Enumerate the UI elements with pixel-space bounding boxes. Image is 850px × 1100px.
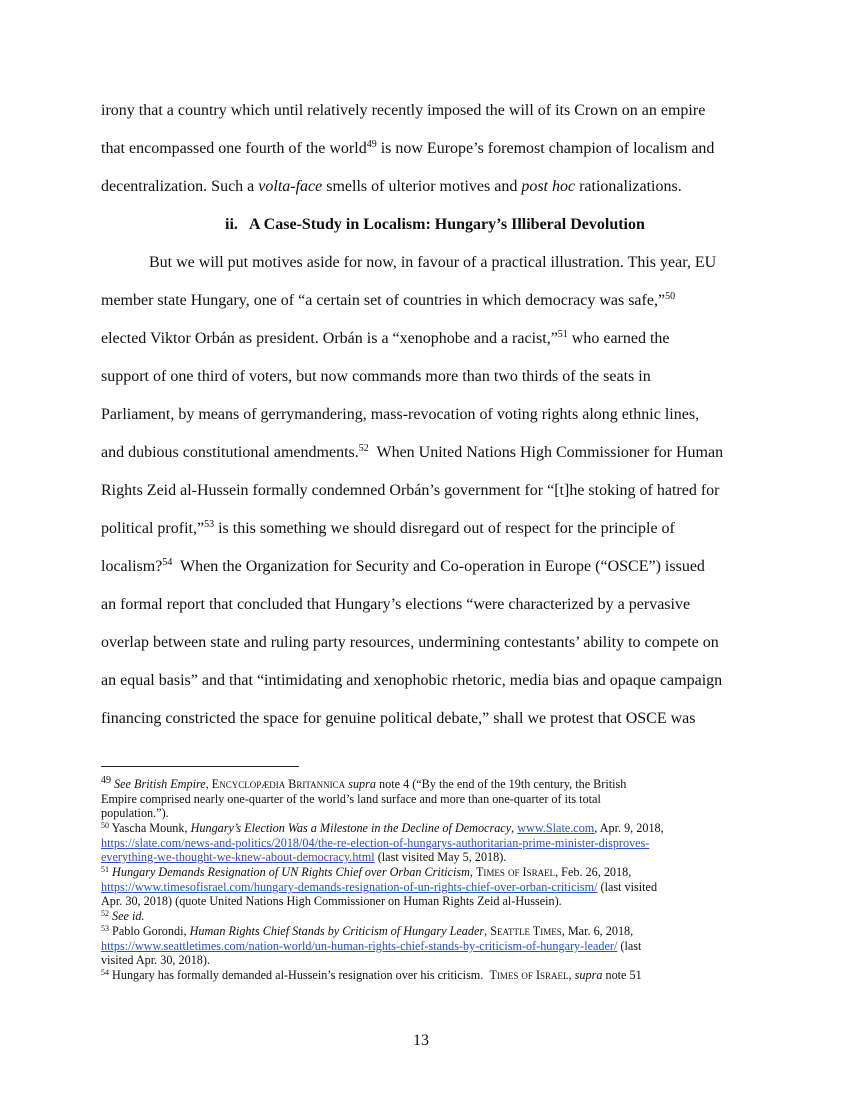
- slate-link[interactable]: www.Slate.com: [517, 821, 595, 835]
- body-text: member state Hungary, one of “a certain set of countries in which democracy was safe,”: [101, 292, 666, 309]
- footnote-ref-54[interactable]: 54: [162, 557, 173, 568]
- footnote-text: ,: [205, 777, 212, 791]
- body-text: political profit,”: [101, 520, 205, 537]
- footnote-text: Yascha Mounk,: [109, 821, 191, 835]
- footnote-text: ,: [469, 865, 476, 879]
- footnote-text: (last: [617, 939, 642, 953]
- footnote-ref-49[interactable]: 49: [366, 139, 377, 150]
- body-line: [101, 367, 651, 387]
- body-text: rationalizations.: [575, 178, 682, 195]
- body-line: [101, 557, 705, 577]
- footnote-line: [101, 939, 641, 953]
- footnote-number: 53: [101, 924, 109, 933]
- footnote-number: 52: [101, 909, 109, 918]
- footnote-text: , Mar. 6, 2018,: [561, 924, 634, 938]
- footnote-text-italic: Human Rights Chief Stands by Criticism of Hungary Leader: [189, 924, 485, 938]
- footnote-text: ,: [484, 924, 491, 938]
- body-line: [101, 329, 670, 349]
- body-line: [101, 595, 690, 615]
- footnote-ref-51[interactable]: 51: [557, 329, 568, 340]
- body-text: But we will put motives aside for now, in favour of a practical illustration. This year, EU: [149, 254, 717, 271]
- body-text: localism?: [101, 558, 163, 575]
- footnote-51: [101, 865, 631, 879]
- footnote-line: [101, 806, 169, 820]
- footnote-text: (last visited May 5, 2018).: [374, 850, 507, 864]
- footnote-number: 49: [101, 775, 111, 786]
- footnote-text-italic: supra: [348, 777, 376, 791]
- body-text: that encompassed one fourth of the world: [101, 140, 367, 157]
- section-heading: ii. A Case-Study in Localism: Hungary’s Illiberal Devolution: [225, 216, 645, 233]
- body-text: elected Viktor Orbán as president. Orbán is a “xenophobe and a racist,”: [101, 330, 558, 347]
- body-line: [101, 177, 682, 197]
- footnote-text: Hungary has formally demanded al-Hussein’s resignation over his criticism.: [109, 968, 490, 982]
- footnote-number: 50: [101, 821, 109, 830]
- body-text: is this something we should disregard out of respect for the principle of: [214, 520, 675, 537]
- footnote-line: [101, 894, 562, 908]
- footnote-source: Times of Israel: [475, 865, 556, 879]
- body-text: When the Organization for Security and Co-operation in Europe (“OSCE”) issued: [172, 558, 705, 575]
- footnote-line: [101, 880, 657, 894]
- footnote-text-italic: See id.: [112, 909, 145, 923]
- timesofisrael-link[interactable]: https://www.timesofisrael.com/hungary-demands-resignation-of-un-rights-chief-over-orban-criticism/: [101, 880, 598, 894]
- body-text: who earned the: [567, 330, 670, 347]
- body-line: [101, 443, 723, 463]
- footnote-number: 51: [101, 865, 109, 874]
- body-text: smells of ulterior motives and: [322, 178, 522, 195]
- footnote-source: Times of Israel: [489, 968, 569, 982]
- body-line: [101, 101, 705, 121]
- footnote-ref-50[interactable]: 50: [665, 291, 676, 302]
- body-line: [101, 709, 695, 729]
- page-number: 13: [413, 1032, 429, 1049]
- body-text-italic: post hoc: [521, 178, 576, 195]
- footnote-text: Pablo Gorondi,: [109, 924, 190, 938]
- body-text: When United Nations High Commissioner for Human: [368, 444, 724, 461]
- footnote-text-italic: supra: [574, 968, 603, 982]
- footnote-ref-53[interactable]: 53: [204, 519, 215, 530]
- footnote-text: Empire comprised nearly one-quarter of the world’s land surface and more than one-quarter of its total: [101, 792, 601, 806]
- slate-article-link[interactable]: https://slate.com/news-and-politics/2018/04/the-re-election-of-hungarys-authoritarian-prime-minister-disproves-: [101, 836, 650, 850]
- body-text: irony that a country which until relatively recently imposed the will of its Crown on an empire: [101, 102, 706, 119]
- body-text: an formal report that concluded that Hungary’s elections “were characterized by a pervasive: [101, 596, 691, 613]
- body-text: overlap between state and ruling party resources, undermining contestants’ ability to compete on: [101, 634, 719, 651]
- body-text: decentralization. Such a: [101, 178, 259, 195]
- footnote-ref-52[interactable]: 52: [358, 443, 369, 454]
- footnote-text: Apr. 30, 2018) (quote United Nations High Commissioner on Human Rights Zeid al-Hussein).: [101, 894, 562, 908]
- footnote-separator: [101, 766, 299, 767]
- body-line: [101, 139, 714, 159]
- body-text: and dubious constitutional amendments.: [101, 444, 359, 461]
- footnote-52: [101, 909, 145, 923]
- footnote-text: note 4 (“By the end of the 19th century, the British: [376, 777, 627, 791]
- body-line: [101, 291, 675, 311]
- body-text: is now Europe’s foremost champion of localism and: [376, 140, 715, 157]
- body-line: [101, 519, 675, 539]
- footnote-text-italic: Hungary Demands Resignation of UN Rights Chief over Orban Criticism: [112, 865, 470, 879]
- footnote-text-italic: See British Empire: [114, 777, 206, 791]
- footnote-text: , Feb. 26, 2018,: [555, 865, 632, 879]
- body-line: [101, 671, 722, 691]
- seattletimes-link[interactable]: https://www.seattletimes.com/nation-world/un-human-rights-chief-stands-by-criticism-of-hungary-leader/: [101, 939, 618, 953]
- body-line: [101, 405, 699, 425]
- body-line: [101, 481, 720, 501]
- body-line: [149, 253, 716, 273]
- footnote-text: population.”).: [101, 806, 169, 820]
- footnote-text: (last visited: [597, 880, 658, 894]
- footnote-text: note 51: [602, 968, 642, 982]
- footnote-text: ,: [511, 821, 518, 835]
- footnote-number: 54: [101, 968, 109, 977]
- footnote-text: ,: [568, 968, 575, 982]
- body-text: Rights Zeid al-Hussein formally condemned Orbán’s government for “[t]he stoking of hatred for: [101, 482, 720, 499]
- footnote-line: [101, 850, 506, 864]
- body-text: an equal basis” and that “intimidating and xenophobic rhetoric, media bias and opaque campaign: [101, 672, 723, 689]
- footnote-line: [101, 953, 210, 967]
- footnote-text-italic: Hungary’s Election Was a Milestone in the Decline of Democracy: [190, 821, 512, 835]
- body-text: Parliament, by means of gerrymandering, mass-revocation of voting rights along ethnic lines,: [101, 406, 700, 423]
- footnote-49: [101, 777, 626, 791]
- footnote-text: visited Apr. 30, 2018).: [101, 953, 211, 967]
- footnote-53: [101, 924, 633, 938]
- body-text-italic: volta-face: [258, 178, 323, 195]
- body-line: [101, 633, 719, 653]
- slate-article-link-cont[interactable]: everything-we-thought-we-knew-about-democracy.html: [101, 850, 375, 864]
- footnote-line: [101, 836, 649, 850]
- footnote-line: [101, 792, 601, 806]
- footnote-source: Encyclopædia Britannica: [211, 777, 346, 791]
- footnote-50: [101, 821, 664, 835]
- footnote-text: , Apr. 9, 2018,: [594, 821, 664, 835]
- footnote-source: Seattle Times: [490, 924, 562, 938]
- footnote-54: [101, 968, 642, 982]
- body-text: support of one third of voters, but now commands more than two thirds of the seats in: [101, 368, 651, 385]
- body-text: financing constricted the space for genuine political debate,” shall we protest that OSCE was: [101, 710, 696, 727]
